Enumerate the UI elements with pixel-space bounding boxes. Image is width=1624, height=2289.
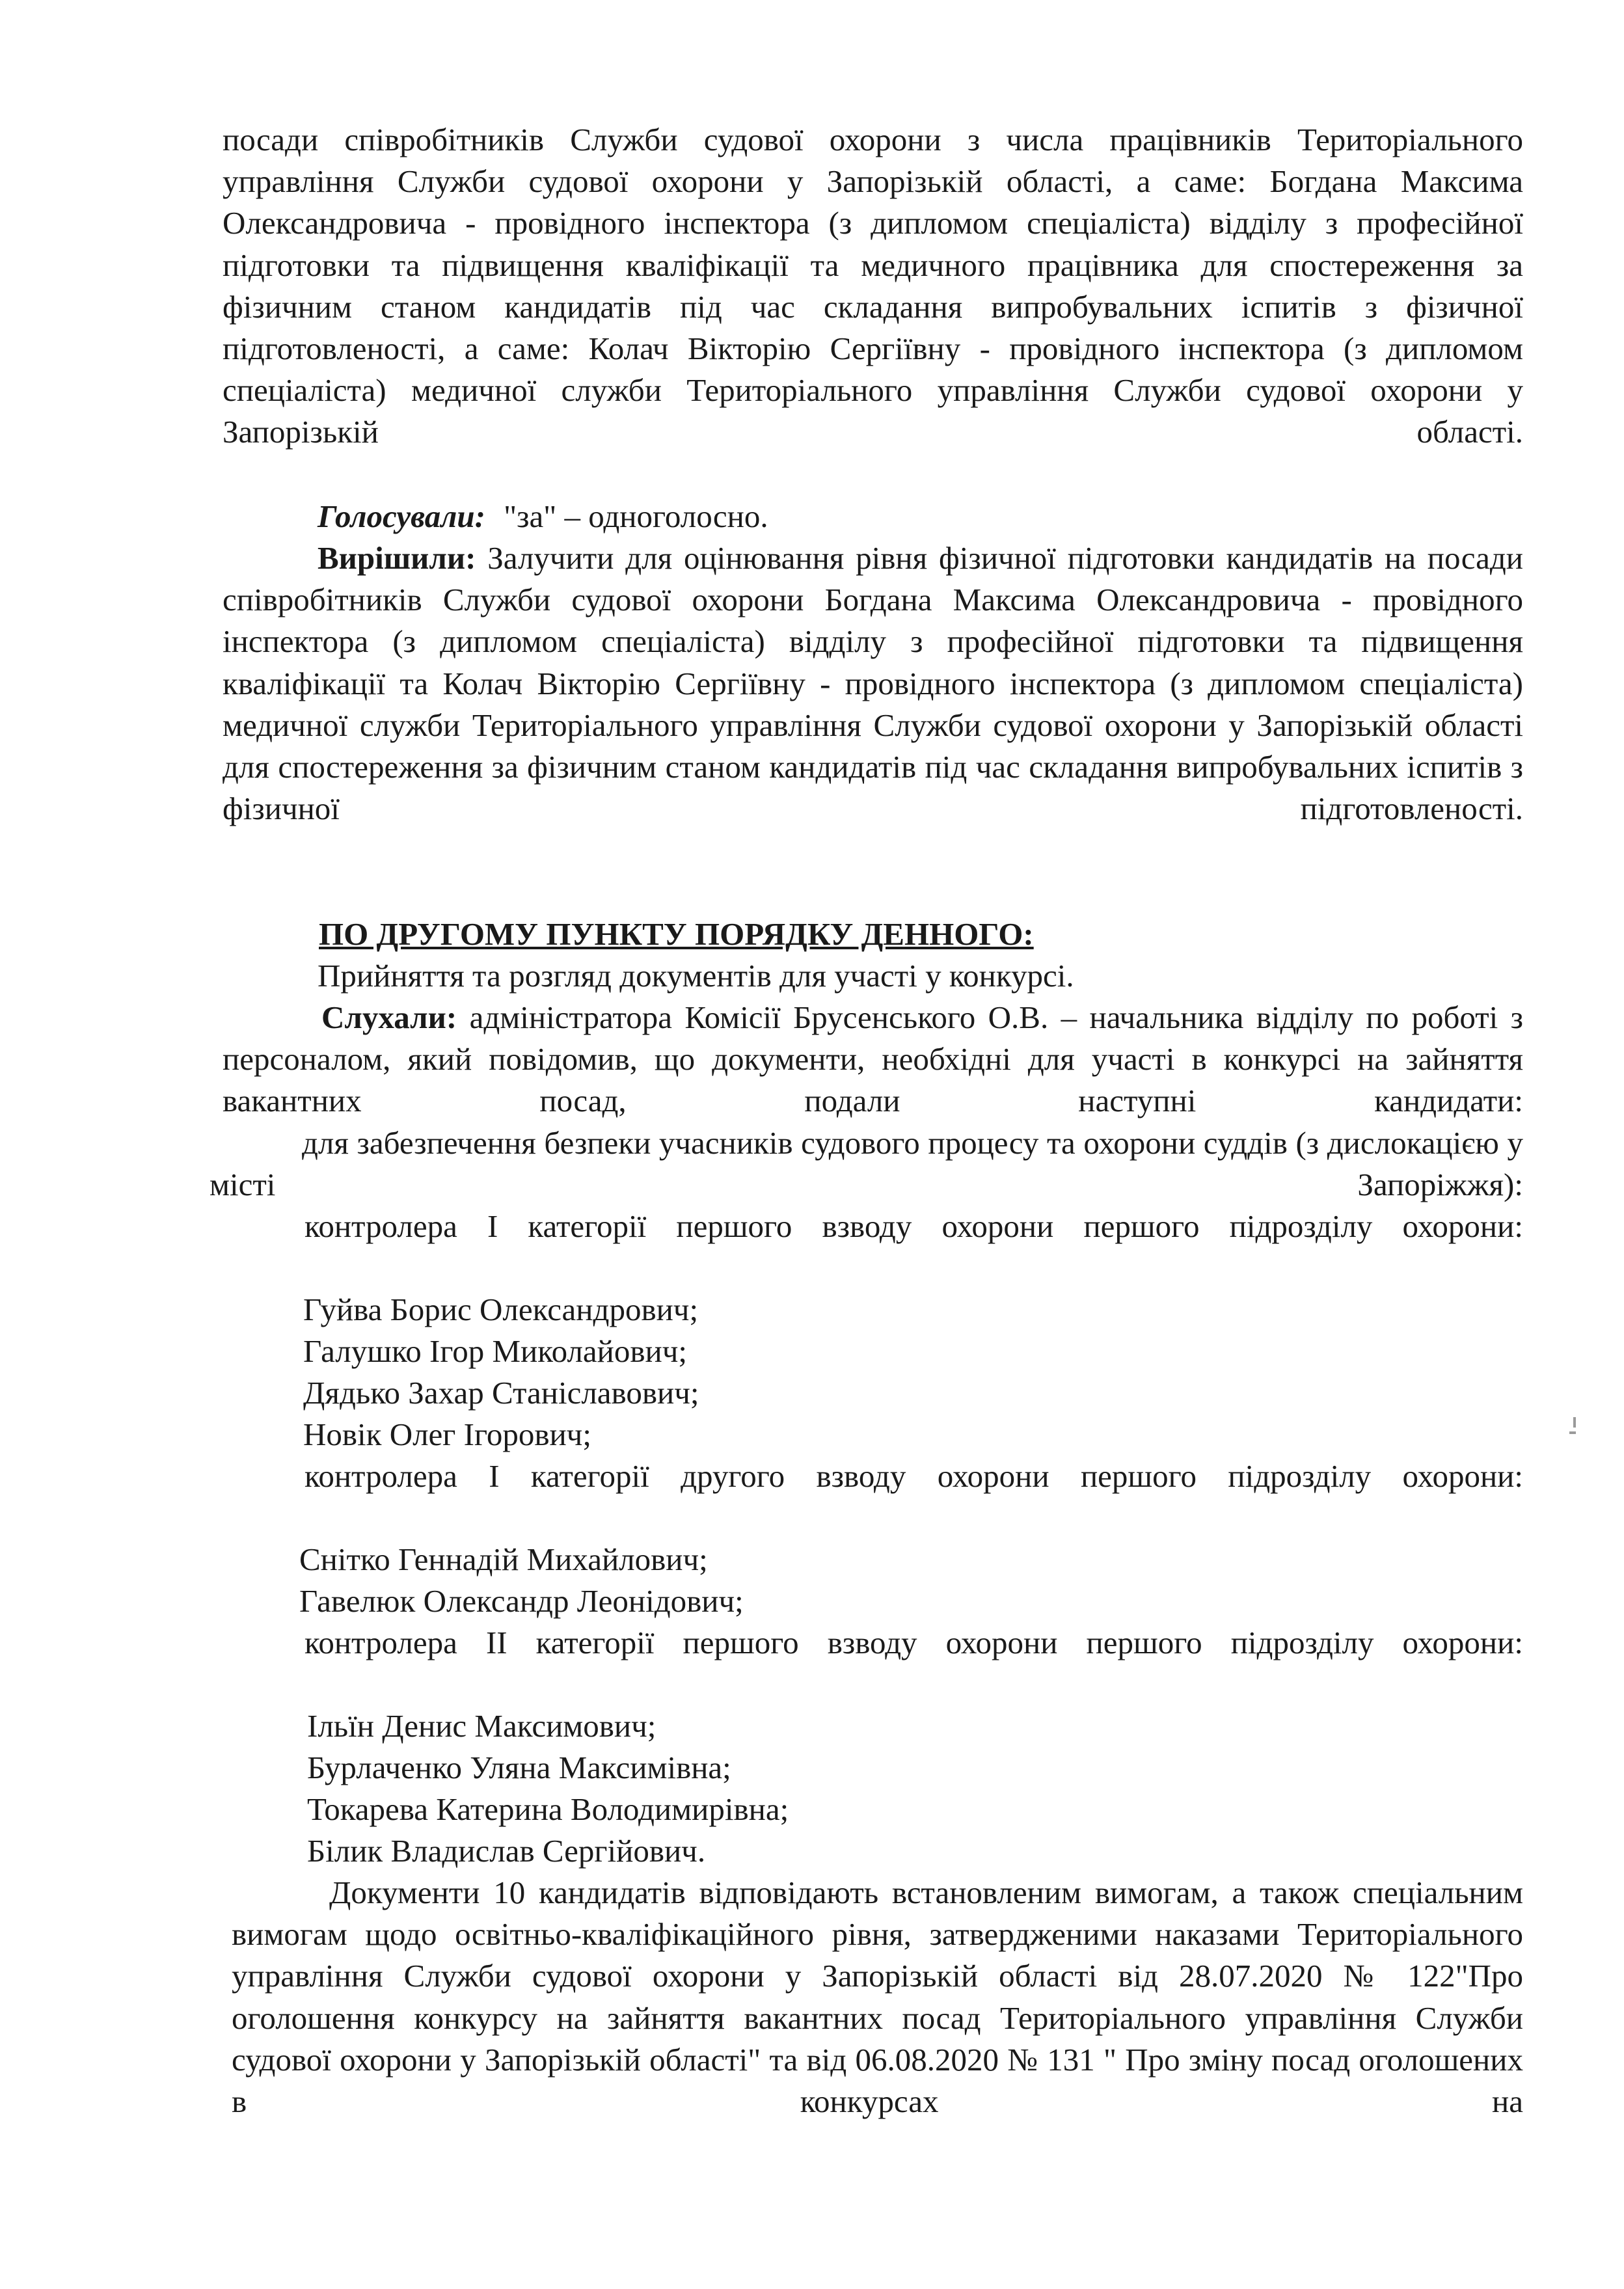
heard-text: адміністратора Комісії Брусенського О.В. – начальника відділу по роботі з персоналом, який повідомив, що документи, необхідні для участі в конкурсі на зайняття вакантних посад, подали наступні кандидати: xyxy=(223,999,1523,1119)
decision-paragraph xyxy=(223,537,1523,830)
agenda-heading: ПО ДРУГОМУ ПУНКТУ ПОРЯДКУ ДЕННОГО: xyxy=(319,916,1034,952)
vote-line xyxy=(318,496,768,537)
candidate-item: Білик Владислав Сергійович. xyxy=(307,1833,706,1869)
candidate-item: Бурлаченко Уляна Максимівна; xyxy=(307,1750,731,1785)
vote-text: "за" – одноголосно. xyxy=(504,498,768,534)
candidate-item: Галушко Ігор Миколайович; xyxy=(303,1333,687,1369)
scan-mark xyxy=(1569,1431,1576,1434)
candidate-item: Дядько Захар Станіславович; xyxy=(303,1375,699,1411)
decision-text: Залучити для оцінювання рівня фізичної підготовки кандидатів на посади співробітників Служби судової охорони Богдана Максима Олександровича - провідного інспектора (з дипломом спеціаліста) відділу з професійної підготовки та підвищення кваліфікації та Колач Вікторію Сергіївну - провідного інспектора (з дипломом спеціаліста) медичної служби Територіального управління Служби судової охорони у Запорізькій області для спостереження за фізичним станом кандидатів під час складання випробувальних іспитів з фізичної підготовленості. xyxy=(223,540,1524,827)
documents-paragraph: Документи 10 кандидатів відповідають встановленим вимогам, а також спеціальним вимогам щодо освітньо-кваліфікаційного рівня, затвердженими наказами Територіального управління Служби судової охорони у Запорізькій області від 28.07.2020 № 122"Про оголошення конкурсу на зайняття вакантних посад Територіального управління Служби судової охорони у Запорізькій області" та від 06.08.2020 № 131 " Про зміну посад оголошених в конкурсах на xyxy=(232,1875,1523,2120)
group-2-position: контролера І категорії другого взводу охорони першого підрозділу охорони: xyxy=(304,1458,1523,1494)
candidate-item: Токарева Катерина Володимирівна; xyxy=(307,1791,789,1827)
candidate-item: Новік Олег Ігорович; xyxy=(303,1416,591,1452)
purpose-paragraph: для забезпечення безпеки учасників судового процесу та охорони суддів (з дислокацією у місті Запоріжжя): xyxy=(210,1125,1523,1203)
scan-mark xyxy=(1573,1417,1576,1428)
group-3-position: контролера ІІ категорії першого взводу охорони першого підрозділу охорони: xyxy=(304,1625,1523,1660)
candidate-item: Ільїн Денис Максимович; xyxy=(307,1708,656,1744)
vote-label: Голосували: xyxy=(318,498,485,534)
candidate-item: Гуйва Борис Олександрович; xyxy=(303,1292,699,1327)
paragraph-continuation: посади співробітників Служби судової охорони з числа працівників Територіального управління Служби судової охорони у Запорізькій області, а саме: Богдана Максима Олександровича - провідного інспектора (з дипломом спеціаліста) відділу з професійної підготовки та підвищення кваліфікації та медичного працівника для спостереження за фізичним станом кандидатів під час складання випробувальних іспитів з фізичної підготовленості, а саме: Колач Вікторію Сергіївну - провідного інспектора (з дипломом спеціаліста) медичної служби Територіального управління Служби судової охорони у Запорізькій області. xyxy=(223,122,1523,450)
agenda-item: Прийняття та розгляд документів для участі у конкурсі. xyxy=(318,958,1074,994)
candidate-item: Снітко Геннадій Михайлович; xyxy=(299,1541,708,1577)
decision-label: Вирішили: xyxy=(318,540,476,576)
candidate-item: Гавелюк Олександр Леонідович; xyxy=(299,1583,744,1619)
heard-paragraph xyxy=(223,997,1523,1122)
heard-label: Слухали: xyxy=(321,999,457,1035)
group-1-position: контролера І категорії першого взводу охорони першого підрозділу охорони: xyxy=(304,1208,1523,1244)
